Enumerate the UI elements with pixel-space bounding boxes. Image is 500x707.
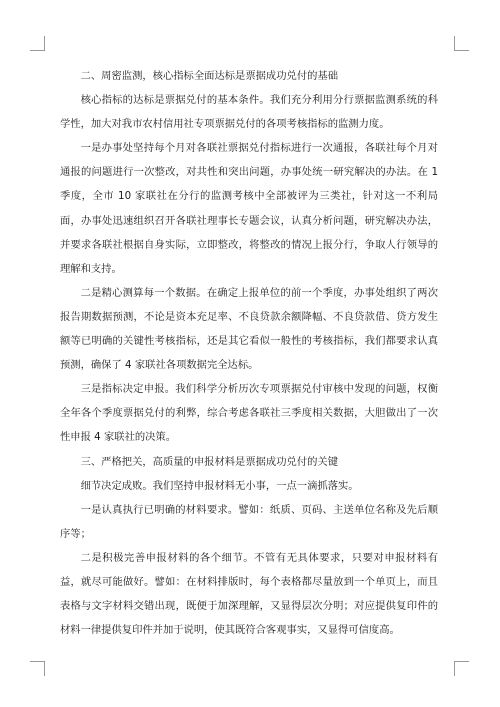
paragraph: 细节决定成败。我们坚持申报材料无小事，一点一滴抓落实。 <box>80 479 359 492</box>
document-body <box>60 64 438 642</box>
crop-mark-top-left <box>30 36 45 51</box>
paragraph: 一是认真执行已明确的材料要求。譬如：纸质、页码、主送单位名称及先后顺序等； <box>60 503 438 540</box>
paragraph: 二是积极完善申报材料的各个细节。不管有无具体要求，只要对申报材料有益，就尽可能做好。譬如：在材料排版时，每个表格都尽量放到一个单页上，而且表格与文字材料交错出现，既便于加深理解，又显得层次分明；对应提供复印件的材料一律提供复印件并加于说明，使其既符合客观事实，又显得可信度高。 <box>60 551 438 637</box>
paragraph: 二是精心测算每一个数据。在确定上报单位的前一个季度，办事处组织了两次报告期数据预测，不论是资本充足率、不良贷款余额降幅、不良贷款借、贷方发生额等已明确的关键性考核指标，还是其它看似一般性的考核指标，我们都要求认真预测，确保了 4 家联社各项数据完全达标。 <box>60 286 438 372</box>
paragraph: 一是办事处坚持每个月对各联社票据兑付指标进行一次通报，各联社每个月对通报的问题进行一次整改，对共性和突出问题，办事处统一研究解决的办法。在 1 季度，全市 10 家联社在分行的监测考核中全部被评为三类社，针对这一不利局面，办事处迅速组织召开各联社理事长专题会议，认真分析问题，研究解决办法，并要求各联社根据自身实际，立即整改，将整改的情况上报分行，争取人行领导的理解和支持。 <box>60 142 438 275</box>
crop-mark-bottom-left <box>30 661 45 676</box>
paragraph: 三是指标决定申报。我们科学分析历次专项票据兑付审核中发现的问题，权衡全年各个季度票据兑付的利弊，综合考虑各联社三季度相关数据，大胆做出了一次性申报 4 家联社的决策。 <box>60 383 438 444</box>
crop-mark-top-right <box>454 36 469 51</box>
paragraph: 核心指标的达标是票据兑付的基本条件。我们充分利用分行票据监测系统的科学性，加大对我市农村信用社专项票据兑付的各项考核指标的监测力度。 <box>60 94 438 131</box>
section-heading-2: 二、周密监测，核心指标全面达标是票据成功兑付的基础 <box>80 70 339 82</box>
section-heading-3: 三、严格把关，高质量的申报材料是票据成功兑付的关键 <box>80 455 339 468</box>
crop-mark-bottom-right <box>454 661 469 676</box>
